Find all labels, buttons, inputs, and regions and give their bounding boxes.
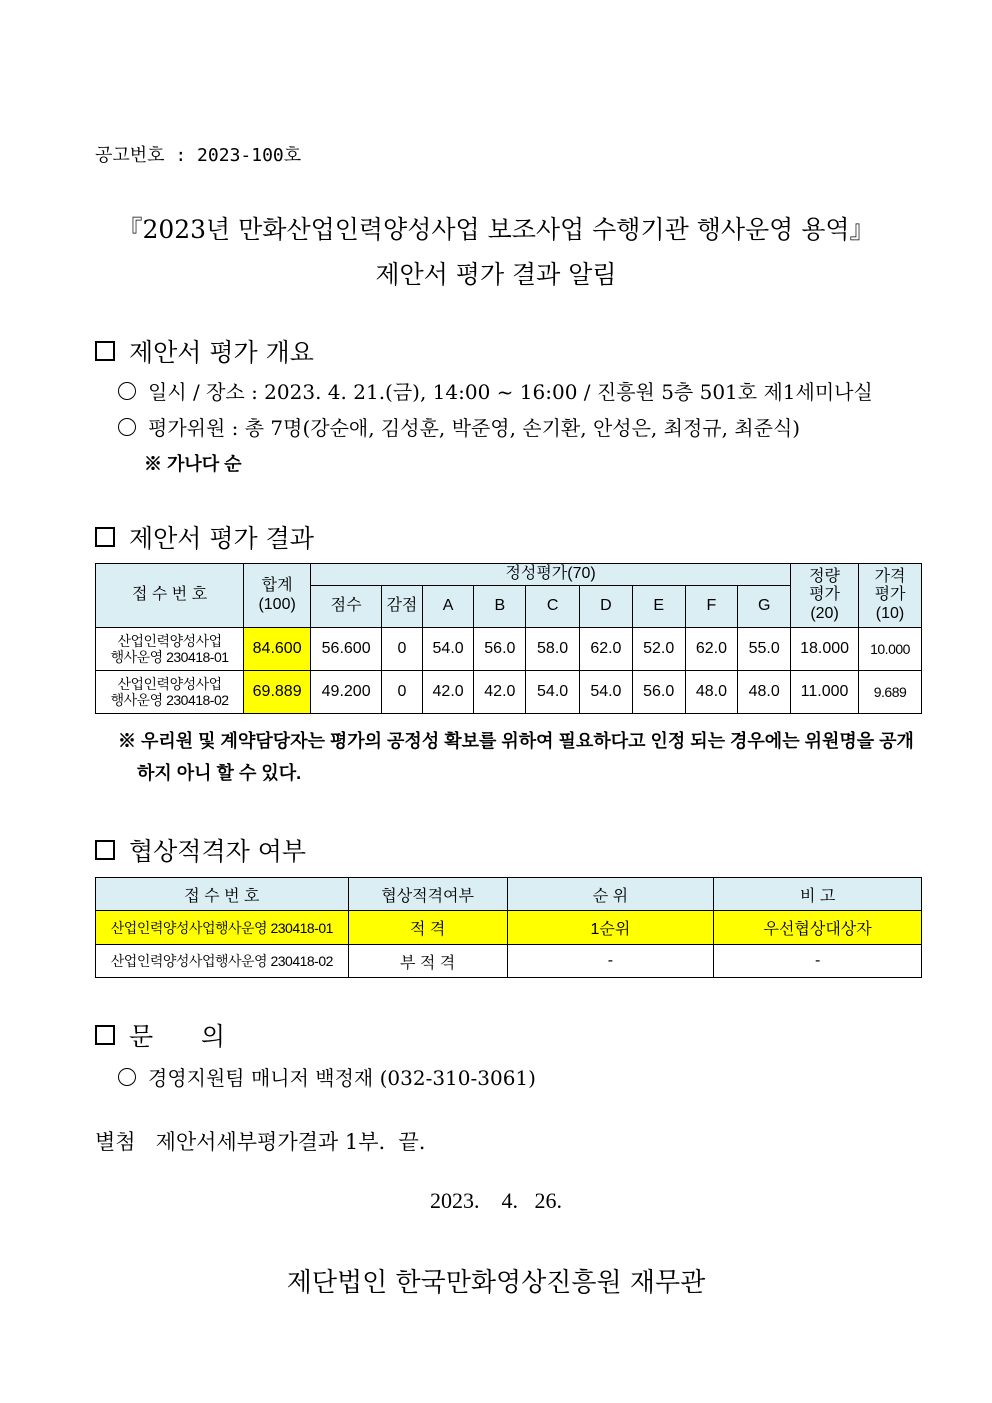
- results-row-c: 54.0: [526, 671, 580, 714]
- negotiation-header-eligibility: 협상적격여부: [348, 878, 507, 911]
- results-header-deduction: 감점: [382, 586, 423, 628]
- results-header-quantitative-l2: 평가: [809, 586, 841, 604]
- inquiry-contact-text: 경영지원팀 매니저 백정재 (032-310-3061): [148, 1066, 536, 1090]
- negotiation-row-receipt: 산업인력양성사업행사운영 230418-01: [96, 911, 349, 945]
- notice-number: 공고번호 : 2023-100호: [95, 145, 302, 166]
- document-title: 『2023년 만화산업인력양성사업 보조사업 수행기관 행사운영 용역』: [117, 215, 875, 244]
- results-row-d: 54.0: [580, 671, 633, 714]
- results-header-d: D: [580, 586, 633, 628]
- results-header-a: A: [422, 586, 474, 628]
- checkbox-square-icon: [95, 1025, 115, 1045]
- attachment-note: 별첨 제안서세부평가결과 1부. 끝.: [95, 1130, 426, 1154]
- results-header-b: B: [474, 586, 526, 628]
- results-header-c: C: [526, 586, 580, 628]
- overview-schedule: [118, 376, 873, 405]
- negotiation-row-eligibility: 부 적 격: [348, 945, 507, 978]
- results-table: [95, 563, 922, 714]
- negotiation-row-rank: -: [507, 945, 714, 978]
- results-row-deduction: 0: [382, 628, 423, 671]
- results-row-c: 58.0: [526, 628, 580, 671]
- table-row: [96, 671, 922, 714]
- results-row-d: 62.0: [580, 628, 633, 671]
- results-header-quantitative-l1: 정량: [809, 567, 841, 585]
- results-row-b: 56.0: [474, 628, 526, 671]
- overview-committee: [118, 412, 800, 441]
- negotiation-table: [95, 877, 922, 978]
- document-date: 2023. 4. 26.: [430, 1188, 562, 1213]
- results-header-receipt: 접 수 번 호: [96, 564, 244, 628]
- results-row-g: 55.0: [738, 628, 791, 671]
- results-header-quantitative: [791, 564, 859, 628]
- results-row-total: 84.600: [244, 628, 311, 671]
- results-header-score: 점수: [311, 586, 382, 628]
- document-subtitle: 제안서 평가 결과 알림: [375, 260, 617, 289]
- section-results-heading: [95, 519, 314, 555]
- results-header-quantitative-l3: (20): [810, 604, 839, 622]
- results-footnote-line2: 하지 아니 할 수 있다.: [137, 763, 302, 783]
- results-row-b: 42.0: [474, 671, 526, 714]
- results-row-a: 54.0: [422, 628, 474, 671]
- results-row-g: 48.0: [738, 671, 791, 714]
- results-header-price-l3: (10): [875, 604, 905, 622]
- negotiation-row-receipt: 산업인력양성사업행사운영 230418-02: [96, 945, 349, 978]
- results-row-quantitative: 18.000: [791, 628, 859, 671]
- overview-committee-text: 평가위원 : 총 7명(강순애, 김성훈, 박준영, 손기환, 안성은, 최정규, 최준식): [148, 416, 801, 440]
- results-row-receipt-l1: 산업인력양성사업: [117, 675, 222, 692]
- results-row-a: 42.0: [422, 671, 474, 714]
- table-row: [96, 945, 922, 978]
- results-row-receipt-l2: 행사운영 230418-01: [110, 649, 229, 665]
- circle-bullet-icon: [118, 1068, 136, 1086]
- results-header-price: [859, 564, 922, 628]
- results-row-f: 62.0: [685, 628, 738, 671]
- section-negotiation-heading: [95, 832, 306, 868]
- section-results-title: 제안서 평가 결과: [129, 524, 314, 553]
- results-header-total: [244, 564, 311, 628]
- overview-schedule-text: 일시 / 장소 : 2023. 4. 21.(금), 14:00 ~ 16:00 / 진흥원 5층 501호 제1세미나실: [148, 380, 873, 404]
- results-row-score: 56.600: [311, 628, 382, 671]
- section-overview-heading: [95, 333, 314, 369]
- circle-bullet-icon: [118, 418, 136, 436]
- results-row-price: 10.000: [859, 628, 922, 671]
- checkbox-square-icon: [95, 840, 115, 860]
- results-row-total: 69.889: [244, 671, 311, 714]
- results-row-f: 48.0: [685, 671, 738, 714]
- results-row-e: 52.0: [632, 628, 685, 671]
- table-row: [96, 911, 922, 945]
- results-row-receipt-l2: 행사운영 230418-02: [110, 692, 229, 708]
- circle-bullet-icon: [118, 382, 136, 400]
- table-row: [96, 628, 922, 671]
- results-header-price-l1: 가격: [874, 567, 906, 585]
- negotiation-row-remarks: 우선협상대상자: [714, 911, 922, 945]
- results-row-receipt: [96, 671, 244, 714]
- results-header-total-max: (100): [258, 595, 296, 613]
- results-row-quantitative: 11.000: [791, 671, 859, 714]
- results-row-e: 56.0: [632, 671, 685, 714]
- negotiation-header-remarks: 비 고: [714, 878, 922, 911]
- results-row-receipt-l1: 산업인력양성사업: [117, 632, 222, 649]
- section-overview-title: 제안서 평가 개요: [129, 338, 314, 367]
- checkbox-square-icon: [95, 527, 115, 547]
- results-header-f: F: [685, 586, 738, 628]
- section-negotiation-title: 협상적격자 여부: [129, 837, 306, 866]
- results-footnote-line1: ※ 우리원 및 계약담당자는 평가의 공정성 확보를 위하여 필요하다고 인정 되는 경우에는 위원명을 공개: [118, 731, 914, 751]
- results-header-qualitative: 정성평가(70): [311, 564, 791, 586]
- section-inquiry-heading: [95, 1017, 225, 1053]
- results-row-deduction: 0: [382, 671, 423, 714]
- results-row-price: 9.689: [859, 671, 922, 714]
- negotiation-header-rank: 순 위: [507, 878, 714, 911]
- results-row-score: 49.200: [311, 671, 382, 714]
- negotiation-row-rank: 1순위: [507, 911, 714, 945]
- issuer-signature: 제단법인 한국만화영상진흥원 재무관: [286, 1268, 706, 1298]
- results-header-e: E: [632, 586, 685, 628]
- negotiation-header-receipt: 접 수 번 호: [96, 878, 349, 911]
- results-header-total-label: 합계: [261, 577, 293, 595]
- inquiry-contact: [118, 1062, 536, 1091]
- results-header-price-l2: 평가: [874, 586, 906, 604]
- section-inquiry-title: 문 의: [129, 1022, 225, 1051]
- checkbox-square-icon: [95, 341, 115, 361]
- results-row-receipt: [96, 628, 244, 671]
- results-header-g: G: [738, 586, 791, 628]
- negotiation-row-eligibility: 적 격: [348, 911, 507, 945]
- negotiation-row-remarks: -: [714, 945, 922, 978]
- order-note: ※ 가나다 순: [144, 454, 242, 474]
